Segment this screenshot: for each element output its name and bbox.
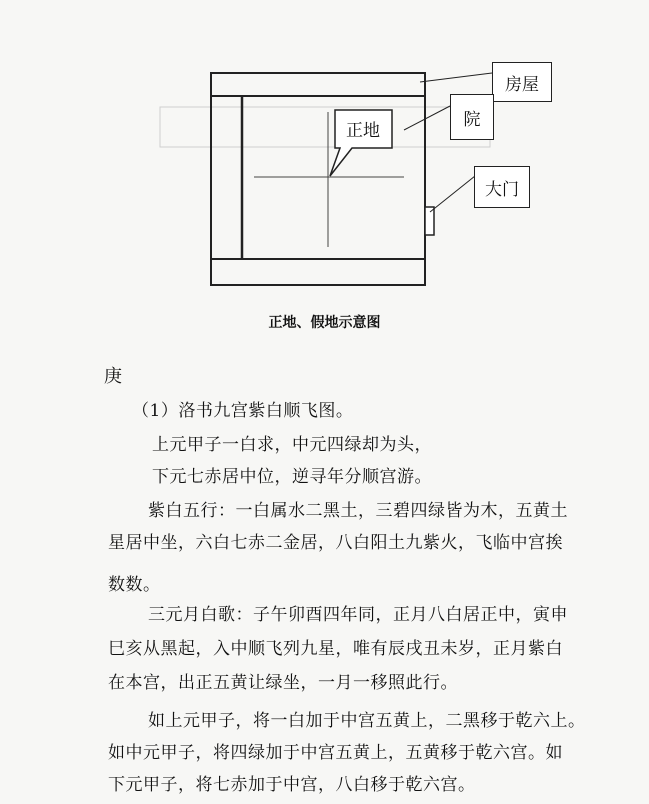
label-courtyard: 院	[450, 94, 494, 140]
paragraph-line: 如中元甲子，将四绿加于中宫五黄上，五黄移于乾六宫。如	[108, 743, 563, 763]
verse-line-1: 上元甲子一白求，中元四绿却为头，	[152, 435, 432, 455]
paragraph-line: 紫白五行：一白属水二黑土，三碧四绿皆为木，五黄土	[148, 501, 568, 521]
gate-notch	[425, 207, 434, 235]
scan-band	[160, 107, 490, 147]
leader-courtyard	[404, 106, 450, 130]
figure-caption: 正地、假地示意图	[268, 315, 381, 331]
diagram	[0, 0, 649, 300]
paragraph-line: 数数。	[108, 575, 161, 595]
section-letter: 庚	[104, 366, 122, 387]
heading-line: （1）洛书九宫紫白顺飞图。	[132, 401, 354, 421]
leader-house	[420, 73, 492, 82]
paragraph-line: 巳亥从黑起，入中顺飞列九星，唯有辰戌丑未岁，正月紫白	[108, 639, 563, 659]
label-center: 正地	[346, 121, 380, 141]
diagram-drawing	[0, 0, 649, 300]
paragraph-line: 下元甲子，将七赤加于中宫，八白移于乾六宫。	[108, 775, 476, 795]
paragraph-line: 在本宫，出正五黄让绿坐，一月一移照此行。	[108, 673, 458, 693]
leader-gate	[430, 176, 475, 212]
verse-line-2: 下元七赤居中位，逆寻年分顺宫游。	[152, 467, 432, 487]
label-house: 房屋	[492, 62, 552, 102]
paragraph-line: 如上元甲子，将一白加于中宫五黄上，二黑移于乾六上。	[148, 711, 586, 731]
label-gate: 大门	[474, 166, 530, 208]
paragraph-line: 三元月白歌：子午卯酉四年同，正月八白居正中，寅申	[148, 605, 568, 625]
paragraph-line: 星居中坐，六白七赤二金居，八白阳土九紫火，飞临中宫挨	[108, 533, 563, 553]
